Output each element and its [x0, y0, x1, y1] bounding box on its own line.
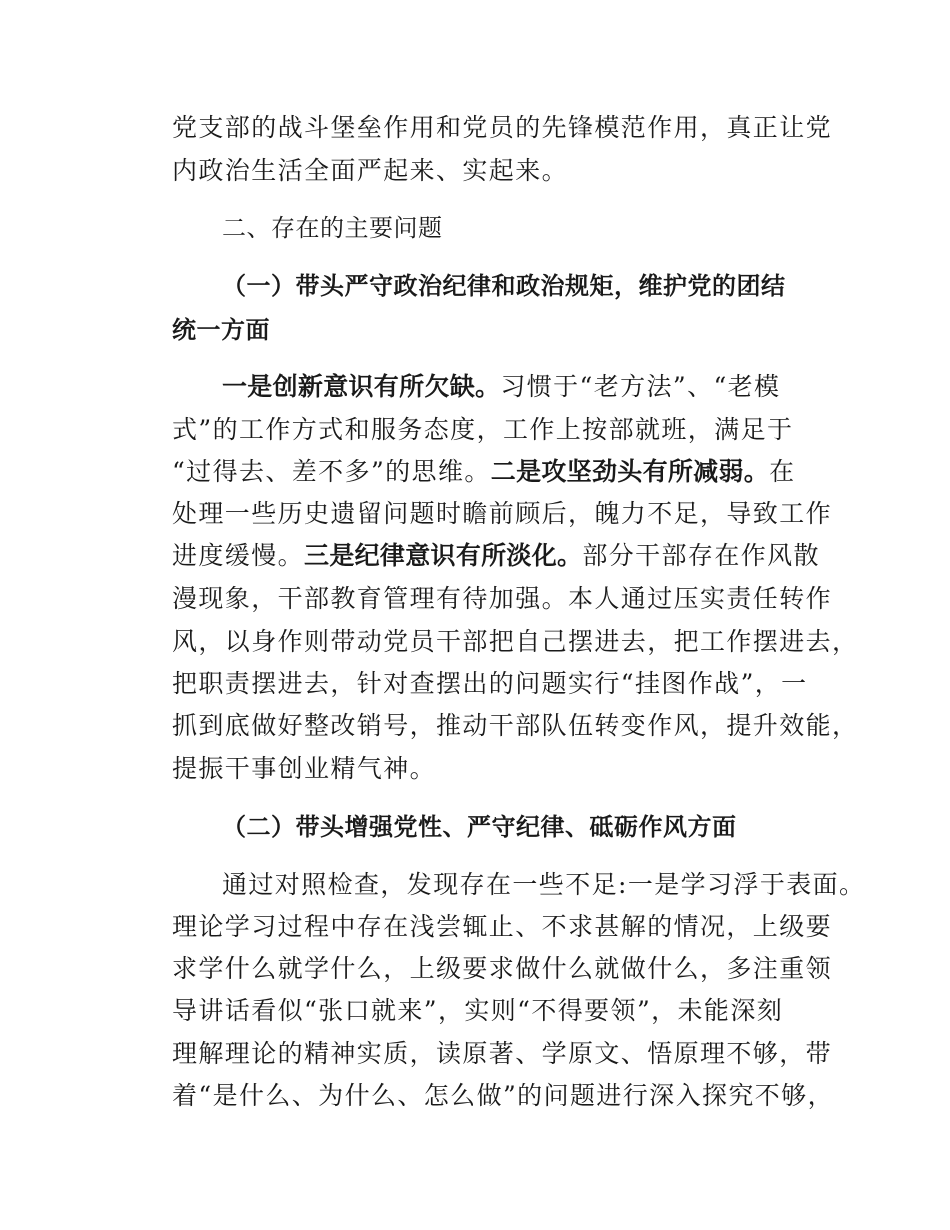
- point-text: 部分干部存在作风散: [582, 541, 820, 570]
- paragraph-line: 党支部的战斗堡垒作用和党员的先锋模范作用，真正让党: [172, 113, 833, 142]
- point-text: 习惯于“老方法”、“老模: [500, 372, 781, 401]
- paragraph-line: [172, 541, 820, 571]
- subsection-heading-cont: 统一方面: [172, 316, 270, 344]
- subsection-heading: （二）带头增强党性、严守纪律、砥砺作风方面: [222, 813, 737, 841]
- point-text: 在: [769, 457, 796, 486]
- paragraph-line: [222, 372, 780, 402]
- paragraph-line: 风，以身作则带动党员干部把自己摆进去，把工作摆进去，: [172, 627, 859, 656]
- paragraph-line: 求学什么就学什么，上级要求做什么就做什么，多注重领: [172, 954, 833, 983]
- paragraph-line: 处理一些历史遗留问题时瞻前顾后，魄力不足，导致工作: [172, 499, 833, 528]
- paragraph-line: 着“是什么、为什么、怎么做”的问题进行深入探究不够，: [172, 1081, 834, 1110]
- point-title: 三是纪律意识有所淡化。: [304, 541, 583, 570]
- section-heading: 二、存在的主要问题: [222, 214, 443, 242]
- paragraph-line: 提振干事创业精气神。: [172, 754, 437, 783]
- point-title: 一是创新意识有所欠缺。: [222, 372, 501, 401]
- paragraph-line: 理解理论的精神实质，读原著、学原文、悟原理不够，带: [172, 1039, 833, 1068]
- point-text: 进度缓慢。: [172, 541, 305, 570]
- point-title: 二是攻坚劲头有所减弱。: [490, 457, 770, 486]
- paragraph-line: 抓到底做好整改销号，推动干部队伍转变作风，提升效能，: [172, 711, 859, 740]
- paragraph-line: 内政治生活全面严起来、实起来。: [172, 156, 569, 185]
- paragraph-line: 通过对照检查，发现存在一些不足:一是学习浮于表面。: [222, 870, 866, 899]
- paragraph-line: 理论学习过程中存在浅尝辄止、不求甚解的情况，上级要: [172, 912, 833, 941]
- paragraph-line: 漫现象，干部教育管理有待加强。本人通过压实责任转作: [172, 584, 833, 613]
- paragraph-line: [172, 457, 795, 487]
- point-text: “过得去、差不多”的思维。: [172, 457, 491, 486]
- paragraph-line: 式”的工作方式和服务态度，工作上按部就班，满足于: [172, 415, 794, 444]
- paragraph-line: 导讲话看似“张口就来”，实则“不得要领”，未能深刻: [172, 996, 784, 1025]
- paragraph-line: 把职责摆进去，针对查摆出的问题实行“挂图作战”，一: [172, 669, 808, 698]
- subsection-heading: （一）带头严守政治纪律和政治规矩，维护党的团结: [222, 272, 786, 300]
